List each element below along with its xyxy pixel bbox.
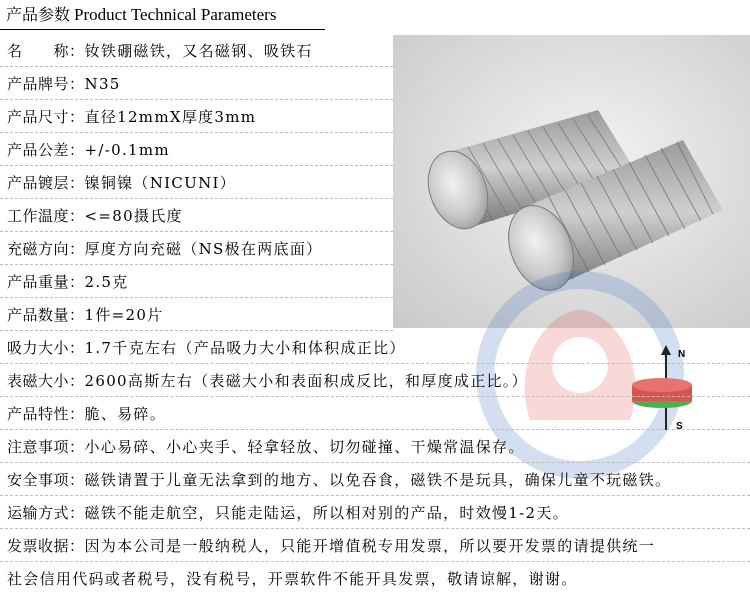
param-value: 镍铜镍（NICUNI） [84, 174, 237, 192]
param-value: <=80摄氏度 [84, 207, 183, 225]
param-value: 1件=20片 [84, 306, 164, 324]
header-title-cn: 产品参数 [6, 5, 71, 24]
param-row-tolerance [0, 134, 393, 166]
param-value: 2.5克 [84, 273, 129, 291]
param-row-notes [0, 431, 750, 463]
north-pole-label: N [678, 349, 686, 360]
param-row-shipping [0, 497, 750, 529]
param-row-magnetization [0, 233, 393, 265]
param-label: 产品镀层： [7, 174, 85, 192]
param-label: 表磁大小： [7, 372, 85, 390]
param-value: 2600高斯左右（表磁大小和表面积成反比，和厚度成正比。） [84, 372, 528, 390]
param-value: 小心易碎、小心夹手、轻拿轻放、切勿碰撞、干燥常温保存。 [84, 438, 525, 456]
param-row-quantity [0, 299, 393, 331]
param-label: 安全事项： [7, 471, 85, 489]
param-label: 工作温度： [7, 207, 85, 225]
param-value: 脆、易碎。 [84, 405, 167, 423]
param-row-name [0, 35, 393, 67]
header-title-en: Product Technical Parameters [74, 5, 277, 24]
param-label: 吸力大小： [7, 339, 85, 357]
param-value: 钕铁硼磁铁，又名磁钢、吸铁石 [84, 42, 313, 60]
param-label: 充磁方向： [7, 240, 85, 258]
param-value: 厚度方向充磁（NS极在两底面） [84, 240, 323, 258]
param-row-invoice-continued [0, 563, 750, 595]
param-row-pull-force [0, 332, 750, 364]
param-value: 因为本公司是一般纳税人，只能开增值税专用发票，所以要开发票的请提供统一 [84, 537, 656, 555]
param-label: 产品数量： [7, 306, 85, 324]
param-value: 磁铁不能走航空，只能走陆运，所以相对别的产品，时效慢1-2天。 [84, 504, 569, 522]
param-row-weight [0, 266, 393, 298]
param-value: 社会信用代码或者税号，没有税号，开票软件不能开具发票，敬请谅解，谢谢。 [7, 570, 578, 588]
header-underline [0, 29, 325, 30]
param-label: 产品尺寸： [7, 108, 85, 126]
param-label: 产品重量： [7, 273, 85, 291]
param-value: 磁铁请置于儿童无法拿到的地方、以免吞食，磁铁不是玩具，确保儿童不玩磁铁。 [84, 471, 672, 489]
param-row-grade [0, 68, 393, 100]
param-row-temperature [0, 200, 393, 232]
param-row-property [0, 398, 750, 430]
param-value: N35 [84, 75, 121, 93]
param-value: 直径12mmX厚度3mm [84, 108, 257, 126]
param-row-size [0, 101, 393, 133]
param-row-invoice [0, 530, 750, 562]
param-label: 发票收据： [7, 537, 85, 555]
param-value: 1.7千克左右（产品吸力大小和体积成正比） [84, 339, 406, 357]
param-label: 产品特性： [7, 405, 85, 423]
param-label: 产品牌号： [7, 75, 85, 93]
south-pole-label: S [676, 421, 683, 432]
param-row-surface-field [0, 365, 750, 397]
param-label: 运输方式： [7, 504, 85, 522]
param-label: 注意事项： [7, 438, 85, 456]
section-header [0, 0, 750, 30]
param-row-safety [0, 464, 750, 496]
param-label: 名 称： [7, 42, 85, 60]
param-label: 产品公差： [7, 141, 85, 159]
param-value: +/-0.1mm [84, 141, 170, 159]
param-row-coating [0, 167, 393, 199]
